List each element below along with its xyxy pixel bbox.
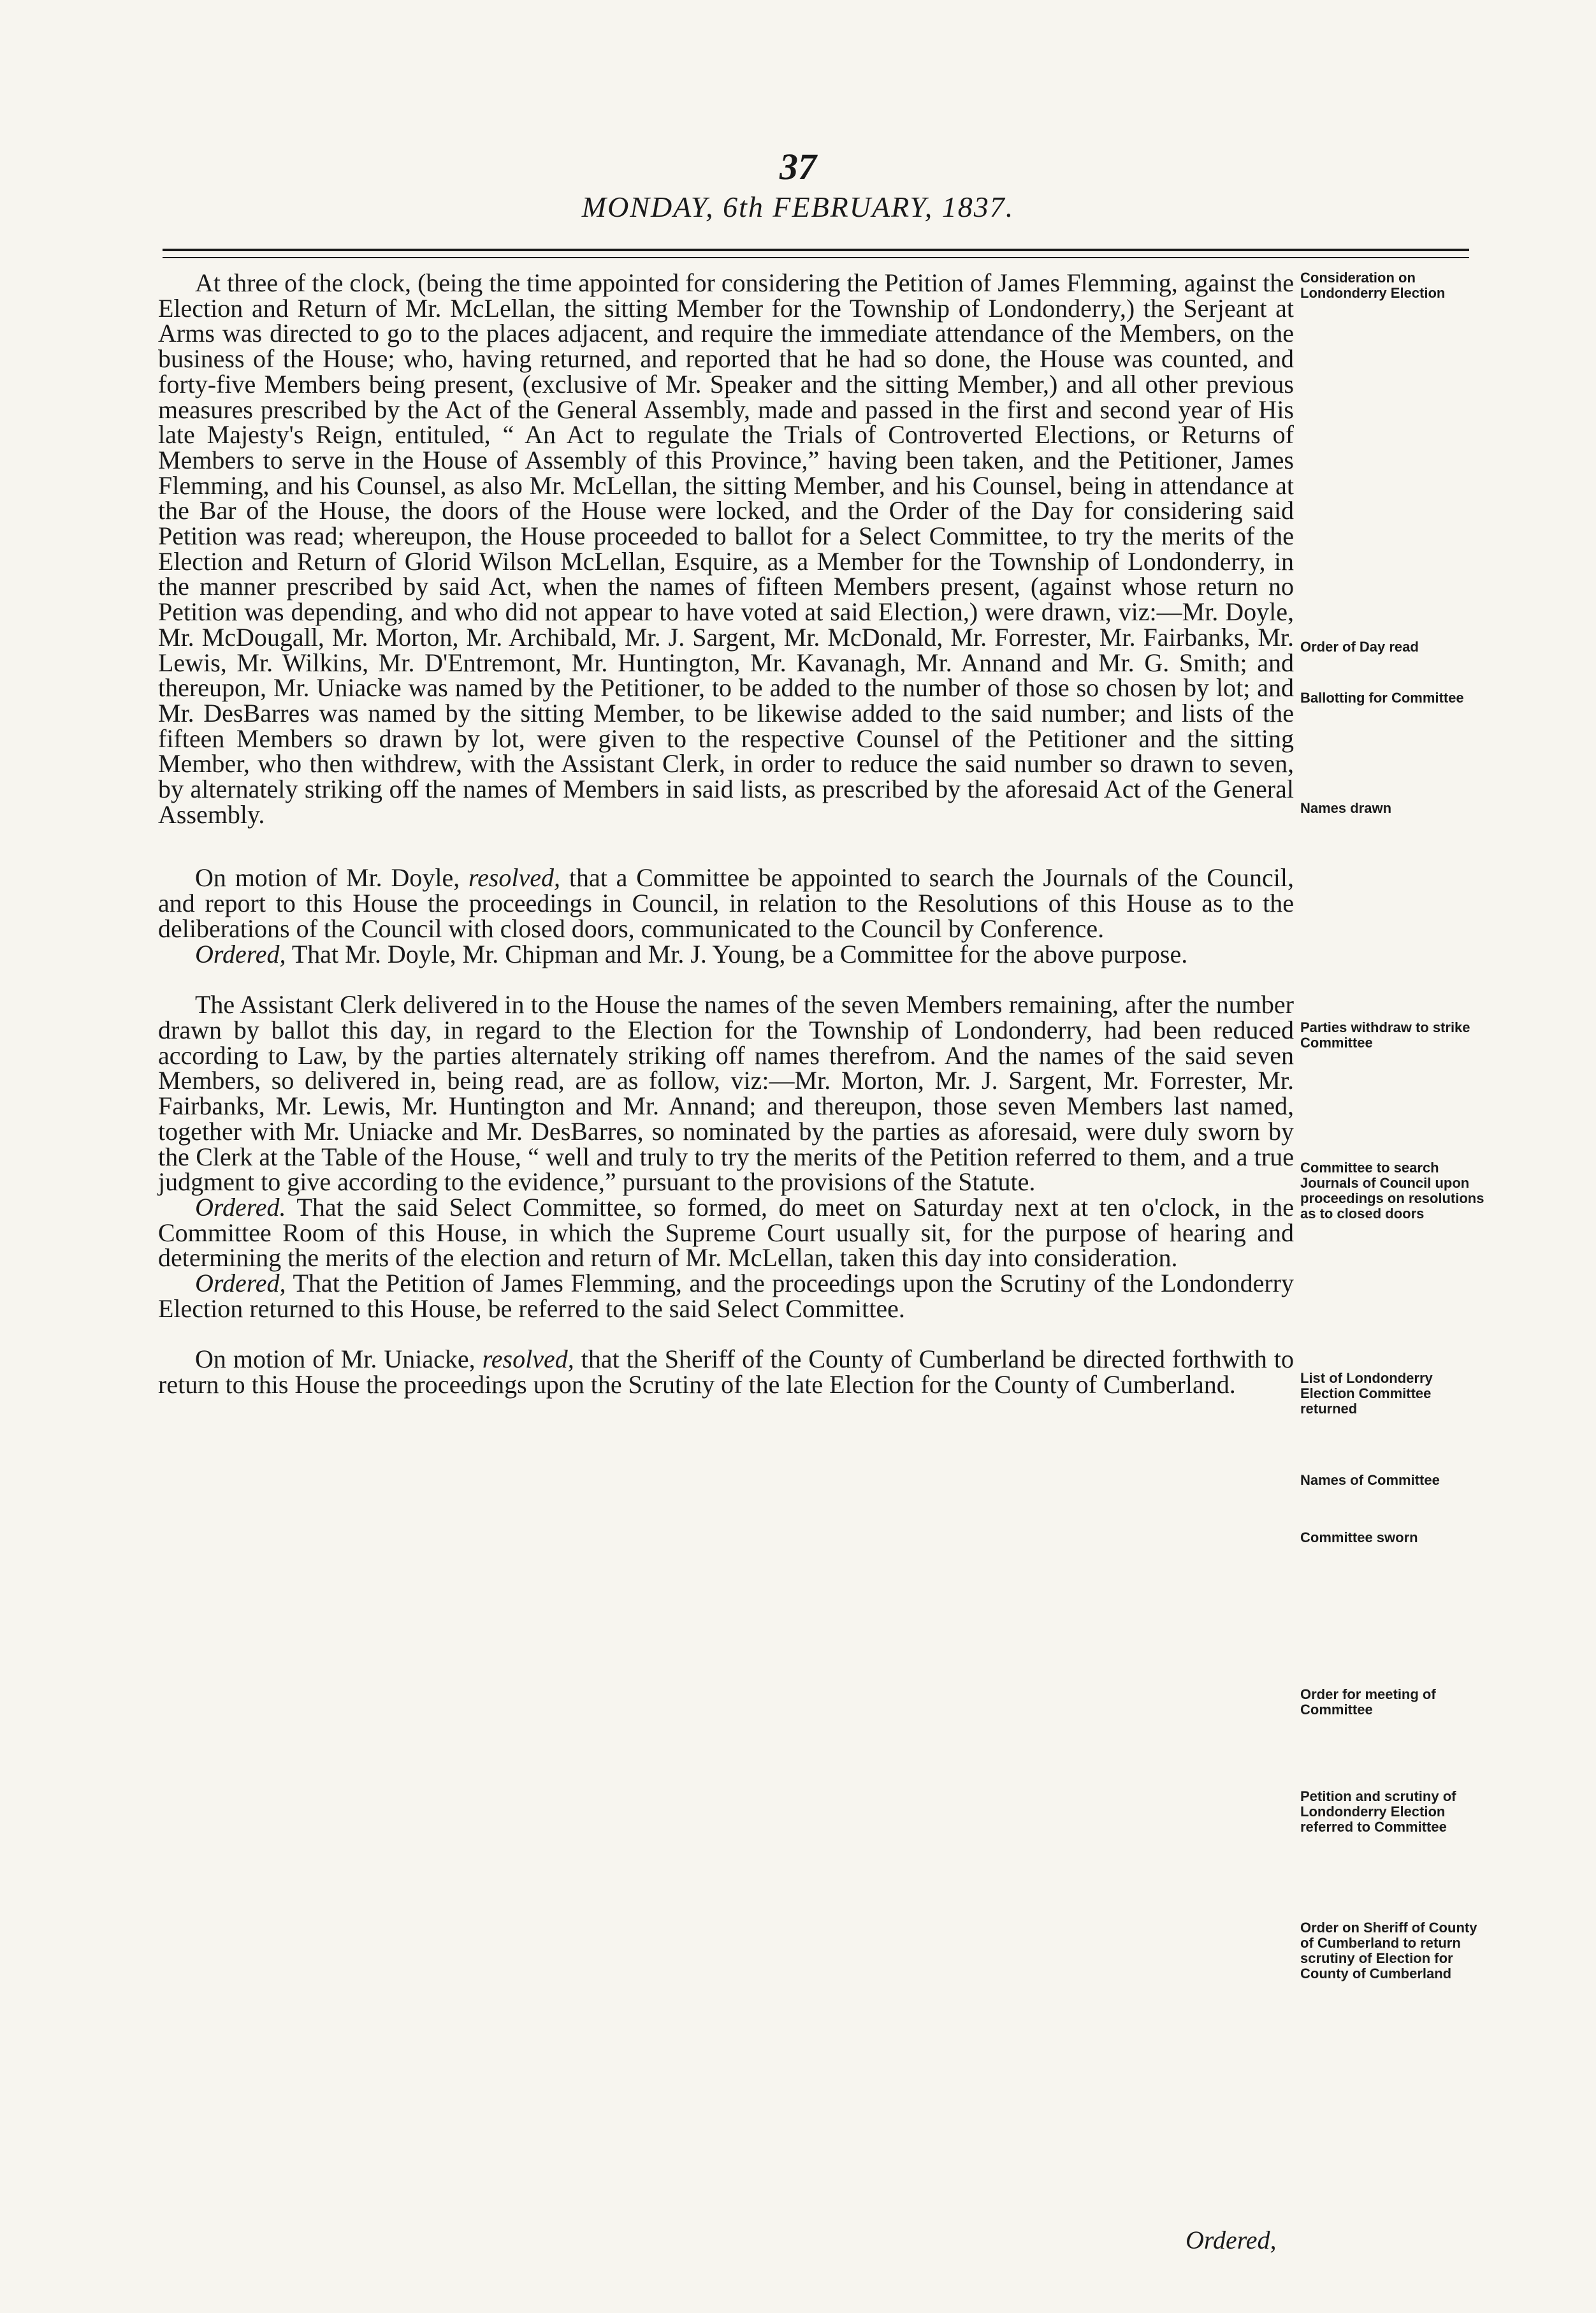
paragraph-consideration: At three of the clock, (being the time appointed for considering the Petition of James Flemming, against the Election and Return of Mr. McLellan, the sitting Member for the Township of Londonderry,) the Serjeant at Arms was directed to go to the places adjacent, and require the immediate attendance of the Members, on the business of the House; who, having returned, and reported that he had so done, the House was counted, and forty-five Members being present, (exclusive of Mr. Speaker and the sitting Member,) and all other previous measures prescribed by the Act of the General Assembly, made and passed in the first and second year of His late Majesty's Reign, entituled, “ An Act to regulate the Trials of Controverted Elections, or Returns of Members to serve in the House of Assembly of this Province,” having been taken, and the Petitioner, James Flemming, and his Counsel, as also Mr. McLellan, the sitting Member, and his Counsel, being in attendance at the Bar of the House, the doors of the House were locked, and the Order of the Day for considering said Petition was read; whereupon, the House proceeded to ballot for a Select Committee, to try the merits of the Election and Return of Glorid Wilson McLellan, Esquire, as a Member for the Township of Londonderry, in the manner prescribed by said Act, when the names of fifteen Members present, (against whose return no Petition was depending, and who did not appear to have voted at said Election,) were drawn, viz:—Mr. Doyle, Mr. McDougall, Mr. Morton, Mr. Archibald, Mr. J. Sargent, Mr. McDonald, Mr. Forrester, Mr. Fairbanks, Mr. Lewis, Mr. Wilkins, Mr. D'Entremont, Mr. Huntington, Mr. Kavanagh, Mr. Annand and Mr. G. Smith; and thereupon, Mr. Uniacke was named by the Petitioner, to be added to the number of those so chosen by lot; and Mr. DesBarres was named by the sitting Member, to be likewise added to the said number; and lists of the fifteen Members so drawn by lot, were given to the respective Counsel of the Petitioner and the sitting Member, who then withdrew, with the Assistant Clerk, in order to reduce the said number so drawn to seven, by alternately striking off the names of Members in said lists, as prescribed by the aforesaid Act of the General Assembly. <box>158 268 1294 829</box>
margin-note: Committee sworn <box>1300 1529 1418 1545</box>
margin-note: Names of Committee <box>1300 1472 1440 1488</box>
margin-note: Parties withdraw to strike Committee <box>1300 1019 1470 1051</box>
paragraph-text: That the said Select Committee, so formed, do meet on Saturday next at ten o'clock, in the Committee Room of this House, in which the Supreme Court usually sit, for the purpose of hearing and determining the merits of the election and return of Mr. McLellan, taken this day into consideration. <box>158 1192 1295 1273</box>
ordered-word: Ordered, <box>195 1269 286 1298</box>
margin-note: Committee to search Journals of Council upon proceedings on resolutions as to closed doors <box>1300 1160 1484 1222</box>
ordered-word: Ordered. <box>195 1192 286 1222</box>
paragraph-text: That the Petition of James Flemming, and the proceedings upon the Scrutiny of the Londonderry Election returned to this House, be referred to the said Select Committee. <box>158 1269 1295 1323</box>
paragraph-text: the Council, and report to this House the proceedings in Council, in relation to the Resolutions of this House as to the deliberations of the Council with closed doors, communicated to the Council by Conference. <box>158 863 1295 943</box>
paragraph-text: That Mr. Doyle, Mr. Chipman and Mr. J. Young, be a Committee for the above purpose. <box>291 939 1188 968</box>
margin-note: Consideration on Londonderry Election <box>1300 270 1446 301</box>
inline-text: On motion of Mr. Uniacke, <box>195 1345 482 1374</box>
margin-note: List of Londonderry Election Committee returned <box>1300 1370 1433 1417</box>
paragraph-ordered-petition <box>158 1271 1294 1321</box>
ordered-word: Ordered, <box>195 939 286 968</box>
running-head: MONDAY, 6th FEBRUARY, 1837. <box>581 191 1015 223</box>
header-rule-thin <box>163 257 1469 258</box>
catchword: Ordered, <box>1186 2226 1277 2254</box>
paragraph-assistant-clerk: The Assistant Clerk delivered in to the House the names of the seven Members remaining, after the number drawn by ballot this day, in regard to the Election for the Township of Londonderry, had been reduced according to Law, by the parties alternately striking off names therefrom. And the names of the said seven Members, so delivered in, being read, are as follow, viz:—Mr. Morton, Mr. J. Sargent, Mr. Forrester, Mr. Fairbanks, Mr. Lewis, Mr. Huntington and Mr. Annand; and thereupon, those seven Members last named, together with Mr. Uniacke and Mr. DesBarres, so nominated by the parties as aforesaid, were duly sworn by the Clerk at the Table of the House, “ well and truly to try the merits of the Petition referred to them, and a true judgment to give according to the evidence,” pursuant to the provisions of the Statute. <box>158 990 1294 1197</box>
margin-note: Order for meeting of Committee <box>1300 1686 1436 1718</box>
inline-text: that a Committee be appointed to search the Journals of <box>560 863 1167 893</box>
margin-note: Petition and scrutiny of Londonderry Election referred to Committee <box>1300 1788 1456 1835</box>
page-number: 37 <box>780 146 816 187</box>
paragraph-ordered-meeting <box>158 1192 1295 1273</box>
margin-note: Order on Sheriff of County of Cumberland to return scrutiny of Election for County of Cumberland <box>1300 1920 1477 1981</box>
header-rule-thick <box>163 249 1469 251</box>
margin-note: Names drawn <box>1300 800 1392 816</box>
inline-text: On motion of Mr. Doyle, <box>195 863 469 893</box>
margin-note: Order of Day read <box>1300 639 1419 655</box>
resolved-word: resolved, <box>482 1345 574 1374</box>
paragraph-motion-doyle <box>158 865 1294 941</box>
paragraph-motion-uniacke <box>158 1346 1294 1397</box>
resolved-word: resolved, <box>468 863 561 893</box>
margin-note: Ballotting for Committee <box>1300 690 1464 706</box>
paragraph-ordered-committee <box>158 939 1294 968</box>
body-text <box>158 270 1294 1397</box>
paragraph-text: that the Sheriff of the County of Cumberland be directed forthwith to return to this House the proceedings upon the Scrutiny of the late Election for the County of Cumberland. <box>158 1345 1295 1399</box>
